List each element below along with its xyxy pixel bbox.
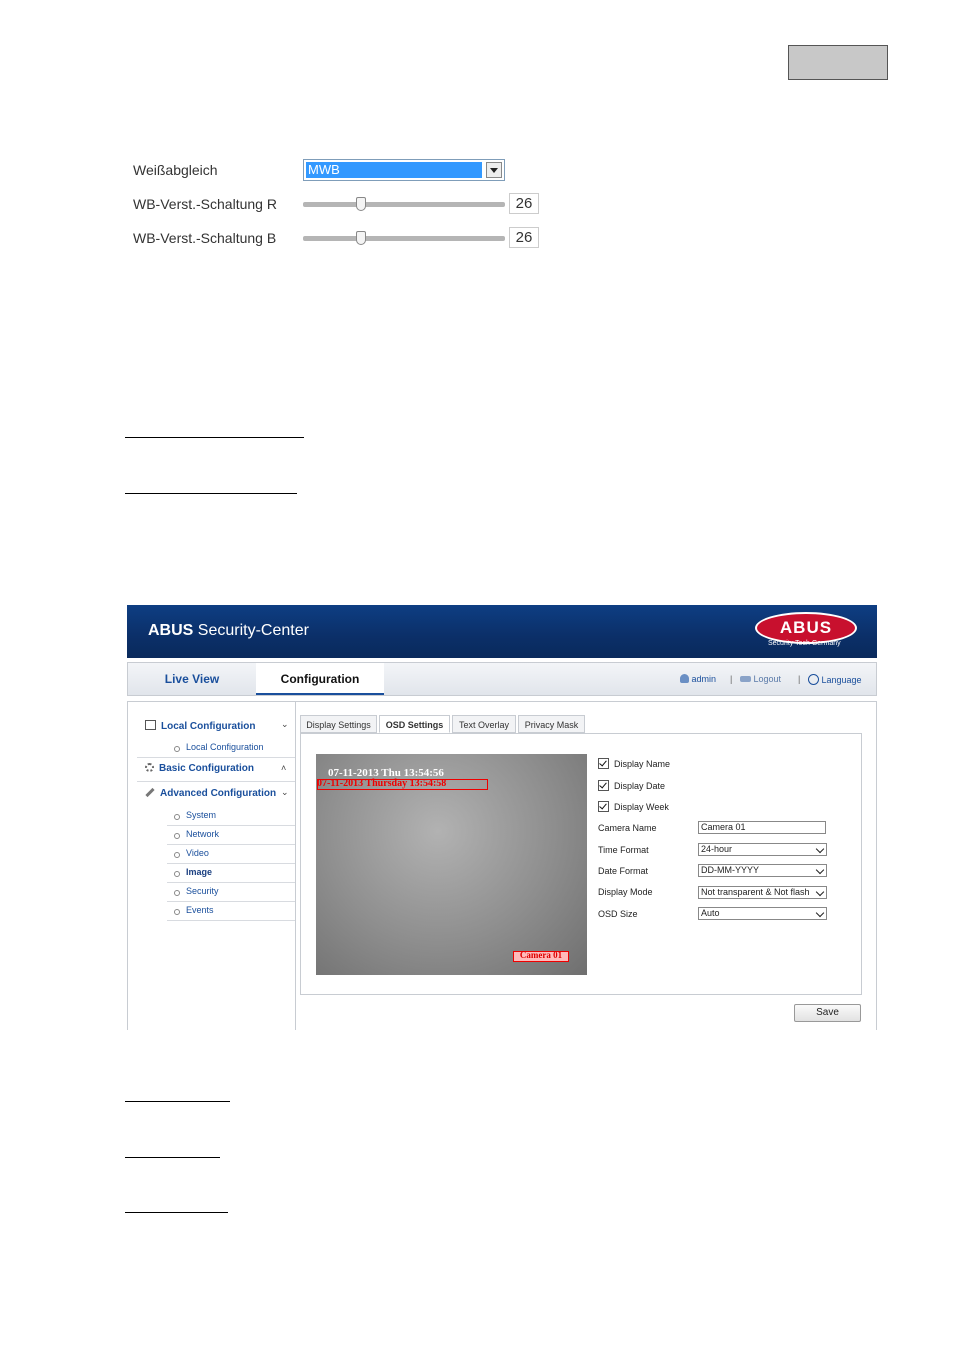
header-box xyxy=(788,45,888,80)
display-mode-label: Display Mode xyxy=(598,887,653,897)
user-icon xyxy=(680,674,689,683)
osd-time-overlay: 07-11-2013 Thu 13:54:56 xyxy=(328,767,444,779)
bullet-icon xyxy=(174,746,180,752)
underline-5 xyxy=(125,1212,228,1213)
wb-gain-b-slider[interactable] xyxy=(303,236,505,241)
tab-configuration[interactable]: Configuration xyxy=(256,663,384,695)
bullet-icon xyxy=(174,852,180,858)
user-link[interactable] xyxy=(680,674,716,684)
video-preview[interactable] xyxy=(316,754,587,975)
checkbox-checked-icon[interactable] xyxy=(598,801,609,812)
bullet-icon xyxy=(174,833,180,839)
date-format-select[interactable]: DD-MM-YYYY xyxy=(698,864,827,877)
subtab-display-settings[interactable]: Display Settings xyxy=(300,715,377,733)
bullet-icon xyxy=(174,871,180,877)
main-nav xyxy=(127,662,877,696)
sidebar-item-local-configuration[interactable]: Local Configuration xyxy=(186,742,264,752)
bullet-icon xyxy=(174,909,180,915)
app-title: ABUS Security-Center xyxy=(148,622,309,639)
time-format-label: Time Format xyxy=(598,845,649,855)
camera-name-label: Camera Name xyxy=(598,823,657,833)
subtab-text-overlay[interactable]: Text Overlay xyxy=(452,715,516,733)
logout-link[interactable] xyxy=(740,674,781,684)
sidebar-divider-line xyxy=(167,825,295,826)
nav-separator: | xyxy=(798,674,801,684)
chevron-down-icon[interactable] xyxy=(486,162,502,178)
camera-name-input[interactable]: Camera 01 xyxy=(698,821,826,834)
user-name: admin xyxy=(691,674,717,684)
osd-date-overlay: 07-11-2013 Thursday 13:54:58 xyxy=(317,778,447,789)
gear-icon xyxy=(145,763,154,772)
wb-gain-r-slider[interactable] xyxy=(303,202,505,207)
sidebar-divider-line xyxy=(167,901,295,902)
white-balance-selected: MWB xyxy=(306,162,482,178)
wb-gain-b-value[interactable]: 26 xyxy=(509,227,539,248)
sidebar-item-video[interactable]: Video xyxy=(186,848,209,858)
osd-size-select[interactable]: Auto xyxy=(698,907,827,920)
sidebar-divider-line xyxy=(167,844,295,845)
wb-gain-r-label: WB-Verst.-Schaltung R xyxy=(133,196,277,212)
language-label: Language xyxy=(821,675,862,685)
logout-label: Logout xyxy=(753,674,782,684)
app-header xyxy=(127,605,877,658)
abus-logo: ABUS xyxy=(755,612,857,644)
sidebar-divider-line xyxy=(167,882,295,883)
sidebar-divider-line xyxy=(137,757,295,758)
sidebar-basic-configuration[interactable]: Basic Configuration xyxy=(145,763,254,774)
sidebar-divider-line xyxy=(167,863,295,864)
wrench-icon xyxy=(145,788,154,797)
nav-separator: | xyxy=(730,674,733,684)
display-mode-select[interactable]: Not transparent & Not flash xyxy=(698,886,827,899)
time-format-select[interactable]: 24-hour xyxy=(698,843,827,856)
logo-tagline: Security Tech Germany xyxy=(768,640,841,647)
osd-camera-name: Camera 01 xyxy=(519,950,563,960)
sidebar-divider-line xyxy=(167,920,295,921)
monitor-icon xyxy=(145,720,156,730)
save-button[interactable]: Save xyxy=(794,1004,861,1022)
checkbox-checked-icon[interactable] xyxy=(598,758,609,769)
globe-icon xyxy=(808,674,819,685)
checkbox-display-week[interactable]: Display Week xyxy=(598,801,669,812)
bullet-icon xyxy=(174,890,180,896)
wb-gain-r-thumb[interactable] xyxy=(356,197,366,211)
wb-gain-b-label: WB-Verst.-Schaltung B xyxy=(133,230,277,246)
white-balance-select[interactable] xyxy=(303,159,505,181)
underline-2 xyxy=(125,493,297,494)
sidebar-item-system[interactable]: System xyxy=(186,810,217,820)
checkbox-display-name[interactable]: Display Name xyxy=(598,758,670,769)
white-balance-label: Weißabgleich xyxy=(133,162,218,178)
wb-gain-b-thumb[interactable] xyxy=(356,231,366,245)
date-format-label: Date Format xyxy=(598,866,649,876)
underline-1 xyxy=(125,437,304,438)
osd-size-label: OSD Size xyxy=(598,909,638,919)
sidebar-item-network[interactable]: Network xyxy=(186,829,220,839)
chevron-down-icon[interactable]: ⌄ xyxy=(281,719,289,729)
sidebar-local-configuration[interactable]: Local Configuration xyxy=(145,720,255,732)
language-link[interactable] xyxy=(808,674,862,685)
subtab-privacy-mask[interactable]: Privacy Mask xyxy=(518,715,585,733)
subtab-osd-settings[interactable]: OSD Settings xyxy=(379,715,450,733)
tab-live-view[interactable]: Live View xyxy=(164,672,220,686)
wb-gain-r-value[interactable]: 26 xyxy=(509,193,539,214)
sidebar-item-events[interactable]: Events xyxy=(186,905,214,915)
underline-3 xyxy=(125,1101,230,1102)
sidebar-item-security[interactable]: Security xyxy=(186,886,219,896)
underline-4 xyxy=(125,1157,220,1158)
checkbox-checked-icon[interactable] xyxy=(598,780,609,791)
chevron-down-icon[interactable]: ⌄ xyxy=(281,787,289,797)
security-center-screenshot xyxy=(127,605,877,1030)
logout-icon xyxy=(740,676,751,682)
bullet-icon xyxy=(174,814,180,820)
checkbox-display-date[interactable]: Display Date xyxy=(598,780,665,791)
chevron-up-icon[interactable]: ˄ xyxy=(281,763,287,773)
sidebar-divider-line xyxy=(137,781,295,782)
sidebar-advanced-configuration[interactable]: Advanced Configuration xyxy=(145,788,276,799)
sidebar-divider xyxy=(295,701,296,1030)
sidebar-item-image[interactable]: Image xyxy=(186,867,213,877)
